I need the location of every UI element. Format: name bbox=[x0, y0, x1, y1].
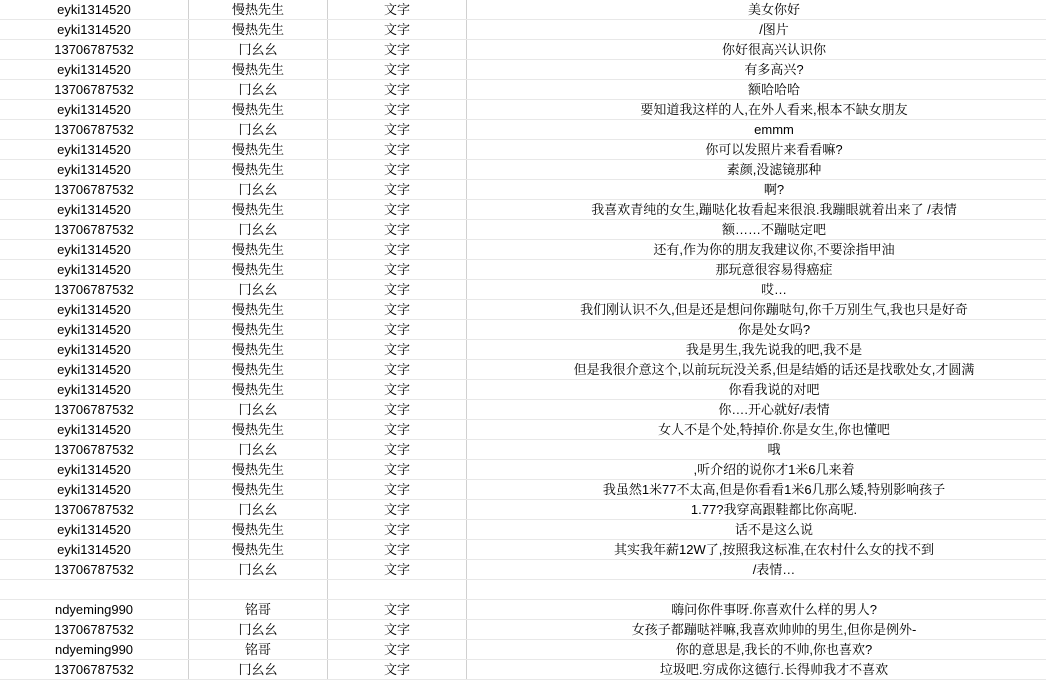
table-row bbox=[0, 620, 1046, 640]
table-cell-type: 文字 bbox=[328, 300, 467, 320]
table-cell-nickname: 冂幺幺 bbox=[189, 500, 328, 520]
table-cell-message: 你的意思是,我长的不帅,你也喜欢? bbox=[467, 640, 1046, 660]
table-cell-message: 1.77?我穿高跟鞋都比你高呢. bbox=[467, 500, 1046, 520]
table-row bbox=[0, 200, 1046, 220]
table-cell-account: eyki1314520 bbox=[0, 240, 189, 260]
table-cell-type: 文字 bbox=[328, 560, 467, 580]
table-cell-message: 话不是这么说 bbox=[467, 520, 1046, 540]
table-cell-nickname: 铭哥 bbox=[189, 640, 328, 660]
table-cell-message: 你是处女吗? bbox=[467, 320, 1046, 340]
table-cell-message: 我们刚认识不久,但是还是想问你蹦哒句,你千万别生气,我也只是好奇 bbox=[467, 300, 1046, 320]
table-cell-message: 要知道我这样的人,在外人看来,根本不缺女朋友 bbox=[467, 100, 1046, 120]
table-cell-nickname: 慢热先生 bbox=[189, 240, 328, 260]
table-cell-message: 其实我年薪12W了,按照我这标准,在农村什么女的找不到 bbox=[467, 540, 1046, 560]
table-cell-type: 文字 bbox=[328, 60, 467, 80]
table-row bbox=[0, 400, 1046, 420]
table-cell-message: 额……不蹦哒定吧 bbox=[467, 220, 1046, 240]
table-cell-type: 文字 bbox=[328, 520, 467, 540]
table-row bbox=[0, 80, 1046, 100]
table-cell-account: ndyeming990 bbox=[0, 600, 189, 620]
table-row bbox=[0, 360, 1046, 380]
table-cell-message: 有多高兴? bbox=[467, 60, 1046, 80]
table-row bbox=[0, 500, 1046, 520]
table-cell-type: 文字 bbox=[328, 200, 467, 220]
table-cell-account: 13706787532 bbox=[0, 80, 189, 100]
table-cell-nickname: 冂幺幺 bbox=[189, 180, 328, 200]
table-cell-account: eyki1314520 bbox=[0, 140, 189, 160]
table-cell-message: emmm bbox=[467, 120, 1046, 140]
table-cell-account: 13706787532 bbox=[0, 440, 189, 460]
table-cell-nickname: 慢热先生 bbox=[189, 420, 328, 440]
table-cell-message bbox=[467, 580, 1046, 600]
table-cell-account: 13706787532 bbox=[0, 620, 189, 640]
table-row bbox=[0, 240, 1046, 260]
table-cell-nickname: 慢热先生 bbox=[189, 320, 328, 340]
table-cell-nickname: 慢热先生 bbox=[189, 360, 328, 380]
table-cell-account: eyki1314520 bbox=[0, 200, 189, 220]
table-cell-message: 但是我很介意这个,以前玩玩没关系,但是结婚的话还是找歌处女,才圆满 bbox=[467, 360, 1046, 380]
table-cell-nickname: 慢热先生 bbox=[189, 460, 328, 480]
table-cell-message: /表情… bbox=[467, 560, 1046, 580]
table-row-blank bbox=[0, 580, 1046, 600]
table-cell-account: eyki1314520 bbox=[0, 520, 189, 540]
table-cell-type: 文字 bbox=[328, 440, 467, 460]
table-cell-account: eyki1314520 bbox=[0, 260, 189, 280]
table-cell-account: eyki1314520 bbox=[0, 320, 189, 340]
table-cell-account: 13706787532 bbox=[0, 220, 189, 240]
table-row bbox=[0, 660, 1046, 680]
table-cell-nickname: 冂幺幺 bbox=[189, 440, 328, 460]
table-cell-nickname: 慢热先生 bbox=[189, 520, 328, 540]
table-cell-account: eyki1314520 bbox=[0, 20, 189, 40]
table-cell-message: 我虽然1米77不太高,但是你看看1米6几那么矮,特别影响孩子 bbox=[467, 480, 1046, 500]
table-cell-account: eyki1314520 bbox=[0, 540, 189, 560]
table-cell-message: /图片 bbox=[467, 20, 1046, 40]
table-cell-nickname: 慢热先生 bbox=[189, 60, 328, 80]
table-cell-message: 我是男生,我先说我的吧,我不是 bbox=[467, 340, 1046, 360]
table-row bbox=[0, 40, 1046, 60]
table-row bbox=[0, 480, 1046, 500]
table-cell-nickname: 慢热先生 bbox=[189, 340, 328, 360]
table-cell-nickname: 冂幺幺 bbox=[189, 220, 328, 240]
table-row bbox=[0, 260, 1046, 280]
table-row bbox=[0, 420, 1046, 440]
table-cell-type: 文字 bbox=[328, 640, 467, 660]
table-row bbox=[0, 340, 1046, 360]
table-cell-message: ,听介绍的说你才1米6几来着 bbox=[467, 460, 1046, 480]
table-cell-nickname: 冂幺幺 bbox=[189, 40, 328, 60]
table-cell-account: eyki1314520 bbox=[0, 480, 189, 500]
table-cell-type: 文字 bbox=[328, 0, 467, 20]
table-cell-message: 你….开心就好/表情 bbox=[467, 400, 1046, 420]
table-cell-account: 13706787532 bbox=[0, 280, 189, 300]
table-cell-nickname: 慢热先生 bbox=[189, 160, 328, 180]
table-row bbox=[0, 440, 1046, 460]
table-cell-message: 你好很高兴认识你 bbox=[467, 40, 1046, 60]
table-cell-nickname: 冂幺幺 bbox=[189, 120, 328, 140]
table-cell-nickname bbox=[189, 580, 328, 600]
table-cell-nickname: 冂幺幺 bbox=[189, 660, 328, 680]
table-cell-nickname: 慢热先生 bbox=[189, 20, 328, 40]
table-cell-account: eyki1314520 bbox=[0, 0, 189, 20]
table-cell-nickname: 冂幺幺 bbox=[189, 560, 328, 580]
table-cell-type: 文字 bbox=[328, 540, 467, 560]
table-row bbox=[0, 300, 1046, 320]
table-cell-message: 垃圾吧.穷成你这德行.长得帅我才不喜欢 bbox=[467, 660, 1046, 680]
table-cell-nickname: 慢热先生 bbox=[189, 300, 328, 320]
table-cell-type: 文字 bbox=[328, 100, 467, 120]
table-cell-nickname: 慢热先生 bbox=[189, 540, 328, 560]
table-cell-account: eyki1314520 bbox=[0, 100, 189, 120]
table-cell-account: eyki1314520 bbox=[0, 340, 189, 360]
table-cell-type: 文字 bbox=[328, 340, 467, 360]
table-row bbox=[0, 0, 1046, 20]
table-cell-type: 文字 bbox=[328, 620, 467, 640]
table-cell-account: 13706787532 bbox=[0, 180, 189, 200]
table-cell-account: 13706787532 bbox=[0, 500, 189, 520]
table-cell-nickname: 慢热先生 bbox=[189, 140, 328, 160]
table-cell-nickname: 冂幺幺 bbox=[189, 620, 328, 640]
table-cell-type: 文字 bbox=[328, 660, 467, 680]
table-row bbox=[0, 280, 1046, 300]
table-cell-account: ndyeming990 bbox=[0, 640, 189, 660]
table-row bbox=[0, 540, 1046, 560]
table-cell-account: eyki1314520 bbox=[0, 420, 189, 440]
table-row bbox=[0, 60, 1046, 80]
table-cell-account: 13706787532 bbox=[0, 660, 189, 680]
table-cell-message: 美女你好 bbox=[467, 0, 1046, 20]
table-row bbox=[0, 220, 1046, 240]
table-cell-type: 文字 bbox=[328, 260, 467, 280]
table-cell-account: 13706787532 bbox=[0, 400, 189, 420]
table-cell-type: 文字 bbox=[328, 180, 467, 200]
table-cell-nickname: 冂幺幺 bbox=[189, 400, 328, 420]
table-cell-type: 文字 bbox=[328, 140, 467, 160]
table-cell-message: 你可以发照片来看看嘛? bbox=[467, 140, 1046, 160]
table-cell-message: 我喜欢青纯的女生,蹦哒化妆看起来很浪.我蹦眼就着出来了 /表情 bbox=[467, 200, 1046, 220]
table-cell-message: 哎… bbox=[467, 280, 1046, 300]
table-cell-account: eyki1314520 bbox=[0, 380, 189, 400]
table-row bbox=[0, 640, 1046, 660]
table-cell-account: eyki1314520 bbox=[0, 160, 189, 180]
table-cell-nickname: 慢热先生 bbox=[189, 200, 328, 220]
table-cell-account: eyki1314520 bbox=[0, 460, 189, 480]
table-cell-account: 13706787532 bbox=[0, 560, 189, 580]
table-cell-nickname: 冂幺幺 bbox=[189, 80, 328, 100]
table-cell-nickname: 冂幺幺 bbox=[189, 280, 328, 300]
table-cell-nickname: 慢热先生 bbox=[189, 100, 328, 120]
table-row bbox=[0, 320, 1046, 340]
table-cell-type: 文字 bbox=[328, 500, 467, 520]
table-cell-message: 哦 bbox=[467, 440, 1046, 460]
table-cell-nickname: 慢热先生 bbox=[189, 480, 328, 500]
table-cell-type: 文字 bbox=[328, 320, 467, 340]
table-cell-type: 文字 bbox=[328, 40, 467, 60]
table-cell-message: 嗨问你件事呀.你喜欢什么样的男人? bbox=[467, 600, 1046, 620]
table-cell-account: eyki1314520 bbox=[0, 300, 189, 320]
table-row bbox=[0, 600, 1046, 620]
table-cell-account: eyki1314520 bbox=[0, 360, 189, 380]
table-cell-account bbox=[0, 580, 189, 600]
table-cell-type: 文字 bbox=[328, 420, 467, 440]
table-cell-message: 那玩意很容易得癌症 bbox=[467, 260, 1046, 280]
table-row bbox=[0, 140, 1046, 160]
table-cell-type: 文字 bbox=[328, 160, 467, 180]
table-cell-message: 素颜,没滤镜那种 bbox=[467, 160, 1046, 180]
table-cell-message: 你看我说的对吧 bbox=[467, 380, 1046, 400]
table-cell-type: 文字 bbox=[328, 240, 467, 260]
table-cell-nickname: 慢热先生 bbox=[189, 260, 328, 280]
table-row bbox=[0, 380, 1046, 400]
table-cell-type: 文字 bbox=[328, 120, 467, 140]
table-cell-account: 13706787532 bbox=[0, 40, 189, 60]
table-cell-nickname: 慢热先生 bbox=[189, 0, 328, 20]
table-row bbox=[0, 120, 1046, 140]
table-cell-message: 女人不是个处,特掉价.你是女生,你也懂吧 bbox=[467, 420, 1046, 440]
table-cell-type: 文字 bbox=[328, 20, 467, 40]
table-cell-message: 啊? bbox=[467, 180, 1046, 200]
table-row bbox=[0, 20, 1046, 40]
table-cell-type: 文字 bbox=[328, 460, 467, 480]
table-cell-message: 额哈哈哈 bbox=[467, 80, 1046, 100]
table-cell-type: 文字 bbox=[328, 600, 467, 620]
table-row bbox=[0, 460, 1046, 480]
table-cell-type: 文字 bbox=[328, 280, 467, 300]
table-cell-type: 文字 bbox=[328, 400, 467, 420]
table-row bbox=[0, 160, 1046, 180]
table-cell-type: 文字 bbox=[328, 480, 467, 500]
table-cell-account: eyki1314520 bbox=[0, 60, 189, 80]
table-cell-type: 文字 bbox=[328, 80, 467, 100]
table-row bbox=[0, 180, 1046, 200]
table-row bbox=[0, 520, 1046, 540]
table-cell-nickname: 慢热先生 bbox=[189, 380, 328, 400]
table-cell-nickname: 铭哥 bbox=[189, 600, 328, 620]
table-cell-type: 文字 bbox=[328, 380, 467, 400]
table-row bbox=[0, 560, 1046, 580]
table-cell-type: 文字 bbox=[328, 360, 467, 380]
table-cell-type bbox=[328, 580, 467, 600]
table-cell-message: 女孩子都蹦哒袢嘛,我喜欢帅帅的男生,但你是例外- bbox=[467, 620, 1046, 640]
table-cell-account: 13706787532 bbox=[0, 120, 189, 140]
table-row bbox=[0, 100, 1046, 120]
table-cell-type: 文字 bbox=[328, 220, 467, 240]
table-cell-message: 还有,作为你的朋友我建议你,不要涂指甲油 bbox=[467, 240, 1046, 260]
